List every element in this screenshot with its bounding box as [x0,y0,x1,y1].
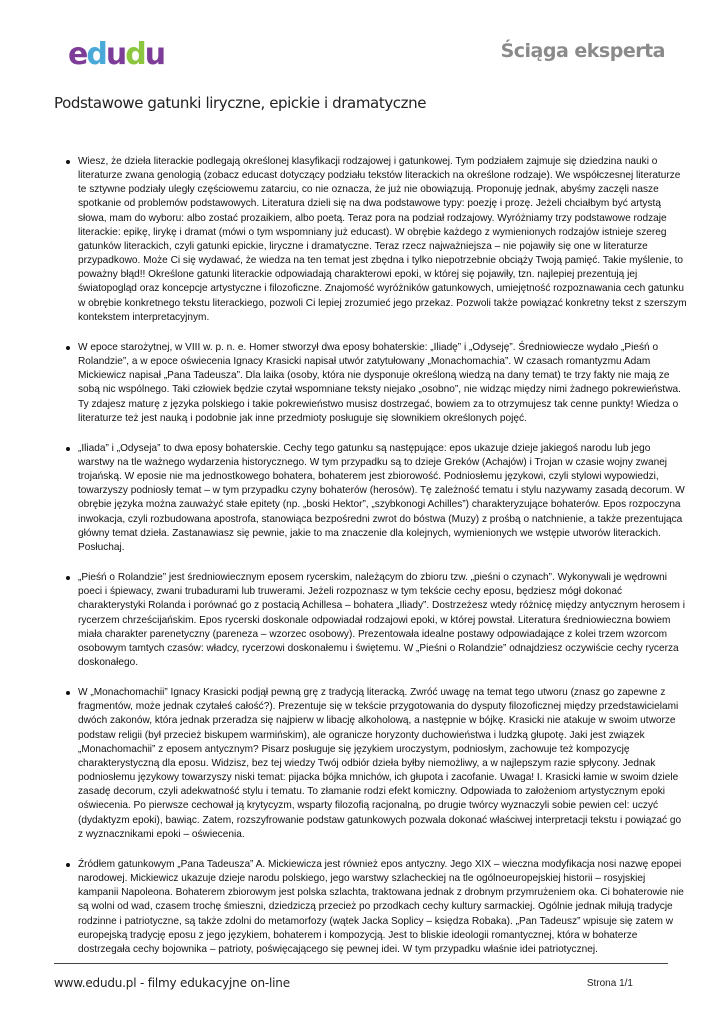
paragraph-text: Źródłem gatunkowym „Pana Tadeusza” A. Mickiewicza jest również epos antyczny. Jego XIX – wieczna modyfikacja nosi nazwę epopei narodowej. Mickiewicz ukazuje dzieje narodu polskiego, jego warstwy szlacheckiej na tle ogólnoeuropejskiej historii – rosyjskiej kampanii Napoleona. Bohaterem zbiorowym jest polska szlachta, traktowana jednak z drobnym przymrużeniem oka. Ci bohaterowie nie są wolni od wad, czasem trochę śmieszni, dziedziczą przecież po przodkach cechy kultury sarmackiej. Ogólnie jednak miłują tradycje rodzinne i patriotyczne, są także zdolni do metamorfozy (wątek Jacka Soplicy – księdza Robaka). „Pan Tadeusz” wpisuje się zatem w europejską tradycję eposu z jego językiem, bohaterem i kompozycją. Jest to bliskie ideologii romantycznej, która w bohaterze dostrzegała cechy bojownika – patrioty, poświęcającego się pewnej idei. W tym przypadku właśnie idei patriotycznej. [78,858,684,955]
paragraph-text: „Iliada” i „Odyseja” to dwa eposy bohaterskie. Cechy tego gatunku są następujące: epos ukazuje dzieje jakiegoś narodu lub jego warstwy na tle ważnego wydarzenia historycznego. W tym przypadku są to dzieje Greków (Achajów) i Trojan w czasie wojny zwanej trojańską. W eposie nie ma jednostkowego bohatera, bohaterem jest zbiorowość. Podniosłemu językowi, czyli stylowi wypowiedzi, towarzyszy podniosły temat – w tym przypadku czyny bohaterów (herosów). Tę zależność tematu i stylu nazywamy zasadą decorum. W obrębie języka można zauważyć stałe epitety (np. „boski Hektor”, „szybkonogi Achilles”) charakteryzujące bohaterów. Epos rozpoczyna inwokacja, czyli rozbudowana apostrofa, stanowiąca bezpośredni zwrot do bóstwa (Muzy) z prośbą o natchnienie, a także prezentująca główny temat dzieła. Zastanawiasz się pewnie, jakie to ma znaczenie dla kolejnych, wymienionych we wstępie utworów literackich. Posłuchaj. [78,442,685,553]
paragraph-4 [78,571,688,670]
edudu-logo[interactable] [68,36,178,76]
paragraph-text: „Pieśń o Rolandzie” jest średniowiecznym eposem rycerskim, należącym do zbioru tzw. „pieśni o czynach”. Wykonywali je wędrowni poeci i śpiewacy, zwani trubadurami lub truwerami. Jeżeli rozpoznasz w tym tekście cechy eposu, będziesz mógł dokonać charakterystyki Rolanda i porównać go z postacią Achillesa – bohatera „Iliady”. Dostrzeżesz wtedy różnicę między antycznym herosem i rycerzem chrześcijańskim. Epos rycerski doskonale odpowiadał rodzajowi epoki, w której powstał. Literatura średniowieczna bowiem miała charakter parenetyczny (pareneza – wzorzec osobowy). Prezentowała idealne postawy odpowiadające z kolei trzem wzorcom osobowym tamtych czasów: władcy, rycerzowi doskonałemu i świętemu. W „Pieśni o Rolandzie” odnajdziesz oczywiście cechy rycerza doskonałego. [78,572,686,668]
paragraph-6 [78,858,688,957]
tagline: Ściąga eksperta [500,40,665,62]
bullet-icon [66,691,70,695]
edudu-logo-graphic [68,36,178,76]
svg-text:edudu: edudu [68,37,165,72]
paragraph-3 [78,442,688,555]
paragraph-text: W epoce starożytnej, w VIII w. p. n. e. Homer stworzył dwa eposy bohaterskie: „Iliadę” i „Odyseję”. Średniowiecze wydało „Pieśń o Rolandzie”, a w epoce oświecenia Ignacy Krasicki napisał utwór zatytułowany „Monachomachia”. W czasach romantyzmu Adam Mickiewicz napisał „Pana Tadeusza”. Dla laika (osoby, która nie dysponuje określoną wiedzą na dany temat) te trzy fakty nie mają ze sobą nic wspólnego. Taki człowiek będzie czytał wspomniane teksty niejako „osobno”, nie widząc między nimi żadnego pokrewieństwa. Ty zdajesz maturę z języka polskiego i takie pokrewieństwo musisz dostrzegać, bowiem za to otrzymujesz tak cenne punkty! Wiedza o literaturze też jest nauką i podobnie jak inne przedmioty posługuje się słownikiem określonych pojęć. [78,341,681,424]
bullet-icon [66,863,70,867]
footer-divider [54,963,668,964]
paragraph-1 [78,155,688,325]
document-body [78,155,688,973]
paragraph-text: W „Monachomachii” Ignacy Krasicki podjął pewną grę z tradycją literacką. Zwróć uwagę na temat tego utworu (znasz go zapewne z fragmentów, może jednak czytałeś całość?). Prezentuje się w tekście przygotowania do dysputy filozoficznej między przedstawicielami dwóch zakonów, która jednak przeradza się najpierw w libację alkoholową, a następnie w bójkę. Krasicki nie atakuje w swoim utworze podstaw religii (był przecież biskupem warmińskim), ale ogranicze horyzonty duchowieństwa i ludzką głupotę. Jaki jest związek „Monachomachii” z eposem antycznym? Pisarz posługuje się językiem uroczystym, podniosłym, zachowuje też kompozycję charakterystyczną dla eposu. Widzisz, bez tej wiedzy Twój odbiór dzieła byłby niemożliwy, a w najlepszym razie spłycony. Jednak podniosłemu językowy towarzyszy niski temat: pijacka bójka mnichów, ich głupota i zacofanie. Uwaga! I. Krasicki łamie w swoim dziele zasadę decorum, czyli adekwatność stylu i tematu. To złamanie rodzi efekt komiczny. Odpowiada to założeniom artystycznym epoki oświecenia. Po pierwsze cechował ją krytycyzm, wsparty filozofią racjonalną, po drugie twórcy wyznaczyli sobie pewien cel: uczyć (dydaktyzm epoki), bawiąc. Zatem, rozszyfrowanie podstaw gatunkowych pozwala dokonać właściwej interpretacji tekstu i powiązać go z wyznacznikami epoki – oświecenia. [78,687,682,840]
bullet-icon [66,160,70,164]
paragraph-2 [78,341,688,426]
page-number: Strona 1/1 [586,978,633,989]
bullet-icon [66,576,70,580]
bullet-icon [66,447,70,451]
footer-site-link[interactable]: www.edudu.pl - filmy edukacyjne on-line [54,976,290,990]
document-title: Podstawowe gatunki liryczne, epickie i dramatyczne [54,94,427,112]
paragraph-5 [78,686,688,842]
paragraph-text: Wiesz, że dzieła literackie podlegają określonej klasyfikacji rodzajowej i gatunkowej. Tym podziałem zajmuje się dziedzina nauki o literaturze zwana genologią (zobacz educast dotyczący podziału tekstów literackich na określone rodzaje). We współczesnej literaturze te sztywne podziały uległy częściowemu zatarciu, co nie oznacza, że już nie obowiązują. Proponuję jednak, abyśmy zaczęli nasze spotkanie od problemów podstawowych. Literatura dzieli się na dwa podstawowe typy: poezję i prozę. Jeżeli chciałbym być artystą słowa, mam do wyboru: albo zostać prozaikiem, albo poetą. Teraz pora na podział rodzajowy. Wyróżniamy trzy podstawowe rodzaje literackie: epikę, lirykę i dramat (mówi o tym wspomniany już educast). W obrębie każdego z wymienionych rodzajów istnieje szereg gatunków literackich, czyli gatunki epickie, liryczne i dramatyczne. Teraz rzecz najważniejsza – nie pojawiły się one w literaturze przypadkowo. Może Ci się wydawać, że wiedza na ten temat jest zbędna i tylko niepotrzebnie obciąży Twoją pamięć. Takie myślenie, to poważny błąd!! Określone gatunki literackie odpowiadają charakterowi epoki, w której się pojawiły, tzn. najlepiej prezentują jej światopogląd oraz koncepcje artystyczne i filozoficzne. Znajomość wyróżników gatunkowych, umiejętność rozpoznawania cech gatunku w obrębie konkretnego tekstu literackiego, pozwoli Ci lepiej zrozumieć jego przekaz. Pozwoli także powiązać konkretny tekst z szerszym kontekstem interpretacyjnym. [78,156,687,323]
bullet-icon [66,346,70,350]
